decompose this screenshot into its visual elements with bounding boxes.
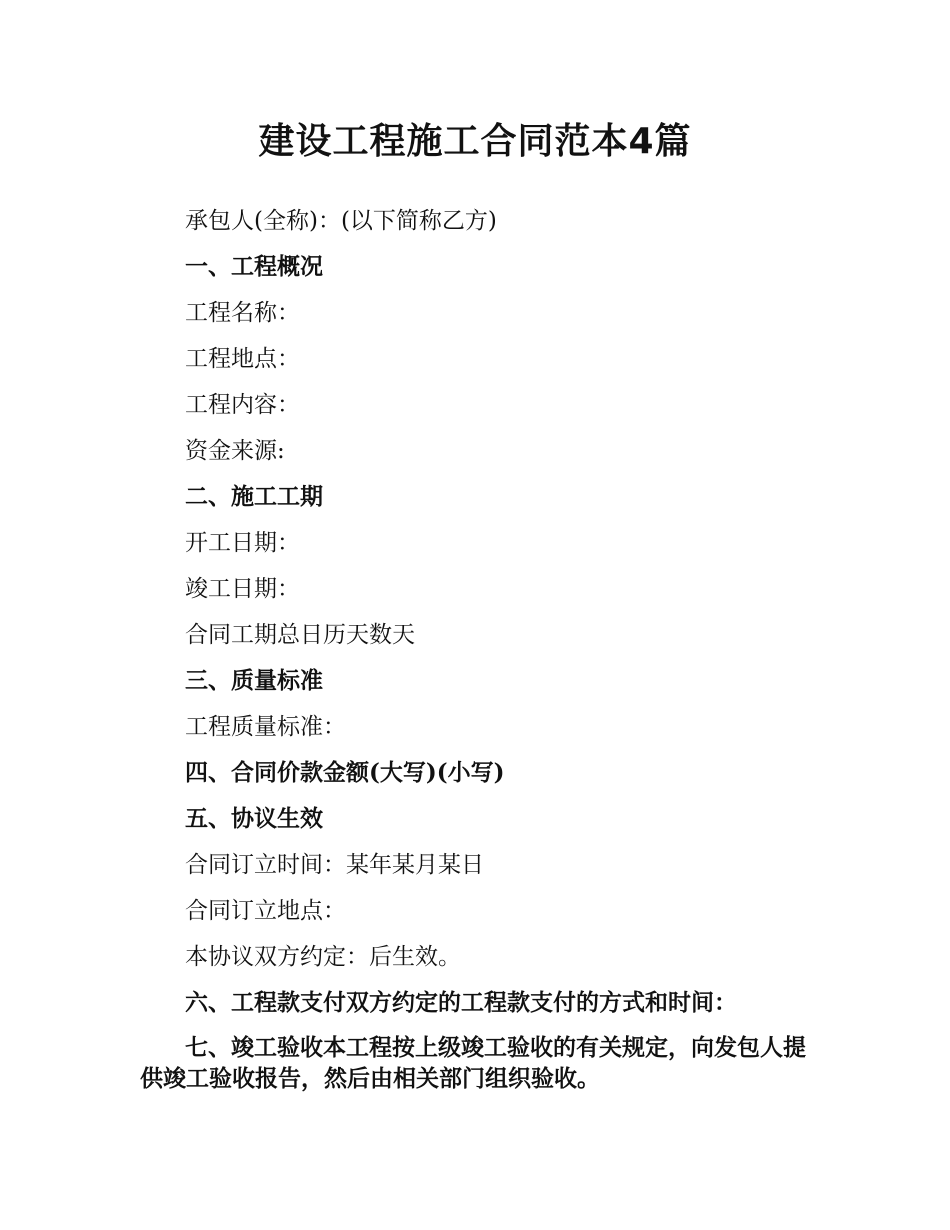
document-body	[140, 198, 820, 1094]
section-heading: 一、工程概况	[185, 253, 323, 280]
text-line: 工程内容：	[185, 392, 300, 418]
text-line: 工程名称：	[185, 300, 300, 326]
section-heading: 二、施工工期	[185, 483, 323, 510]
text-line: 竣工日期：	[185, 576, 300, 602]
section-heading: 四、合同价款金额(大写)(小写)	[185, 759, 505, 786]
final-paragraph: 七、竣工验收本工程按上级竣工验收的有关规定，向发包人提供竣工验收报告，然后由相关部门组织验收。	[140, 1034, 806, 1092]
text-line: 工程质量标准：	[185, 714, 346, 740]
text-line: 资金来源:	[185, 438, 285, 464]
document-title: 建设工程施工合同范本4篇	[258, 121, 692, 162]
section-heading: 六、工程款支付双方约定的工程款支付的方式和时间：	[185, 989, 737, 1016]
text-line: 承包人(全称)：(以下简称乙方)	[185, 208, 497, 234]
text-line: 合同工期总日历天数天	[185, 622, 415, 648]
section-heading: 五、协议生效	[185, 805, 323, 832]
text-line: 合同订立时间：某年某月某日	[185, 852, 484, 878]
text-line: 工程地点：	[185, 346, 300, 372]
text-line: 本协议双方约定：后生效。	[185, 944, 461, 970]
section-heading: 三、质量标准	[185, 667, 323, 694]
text-line: 开工日期：	[185, 530, 300, 556]
text-line: 合同订立地点：	[185, 898, 346, 924]
